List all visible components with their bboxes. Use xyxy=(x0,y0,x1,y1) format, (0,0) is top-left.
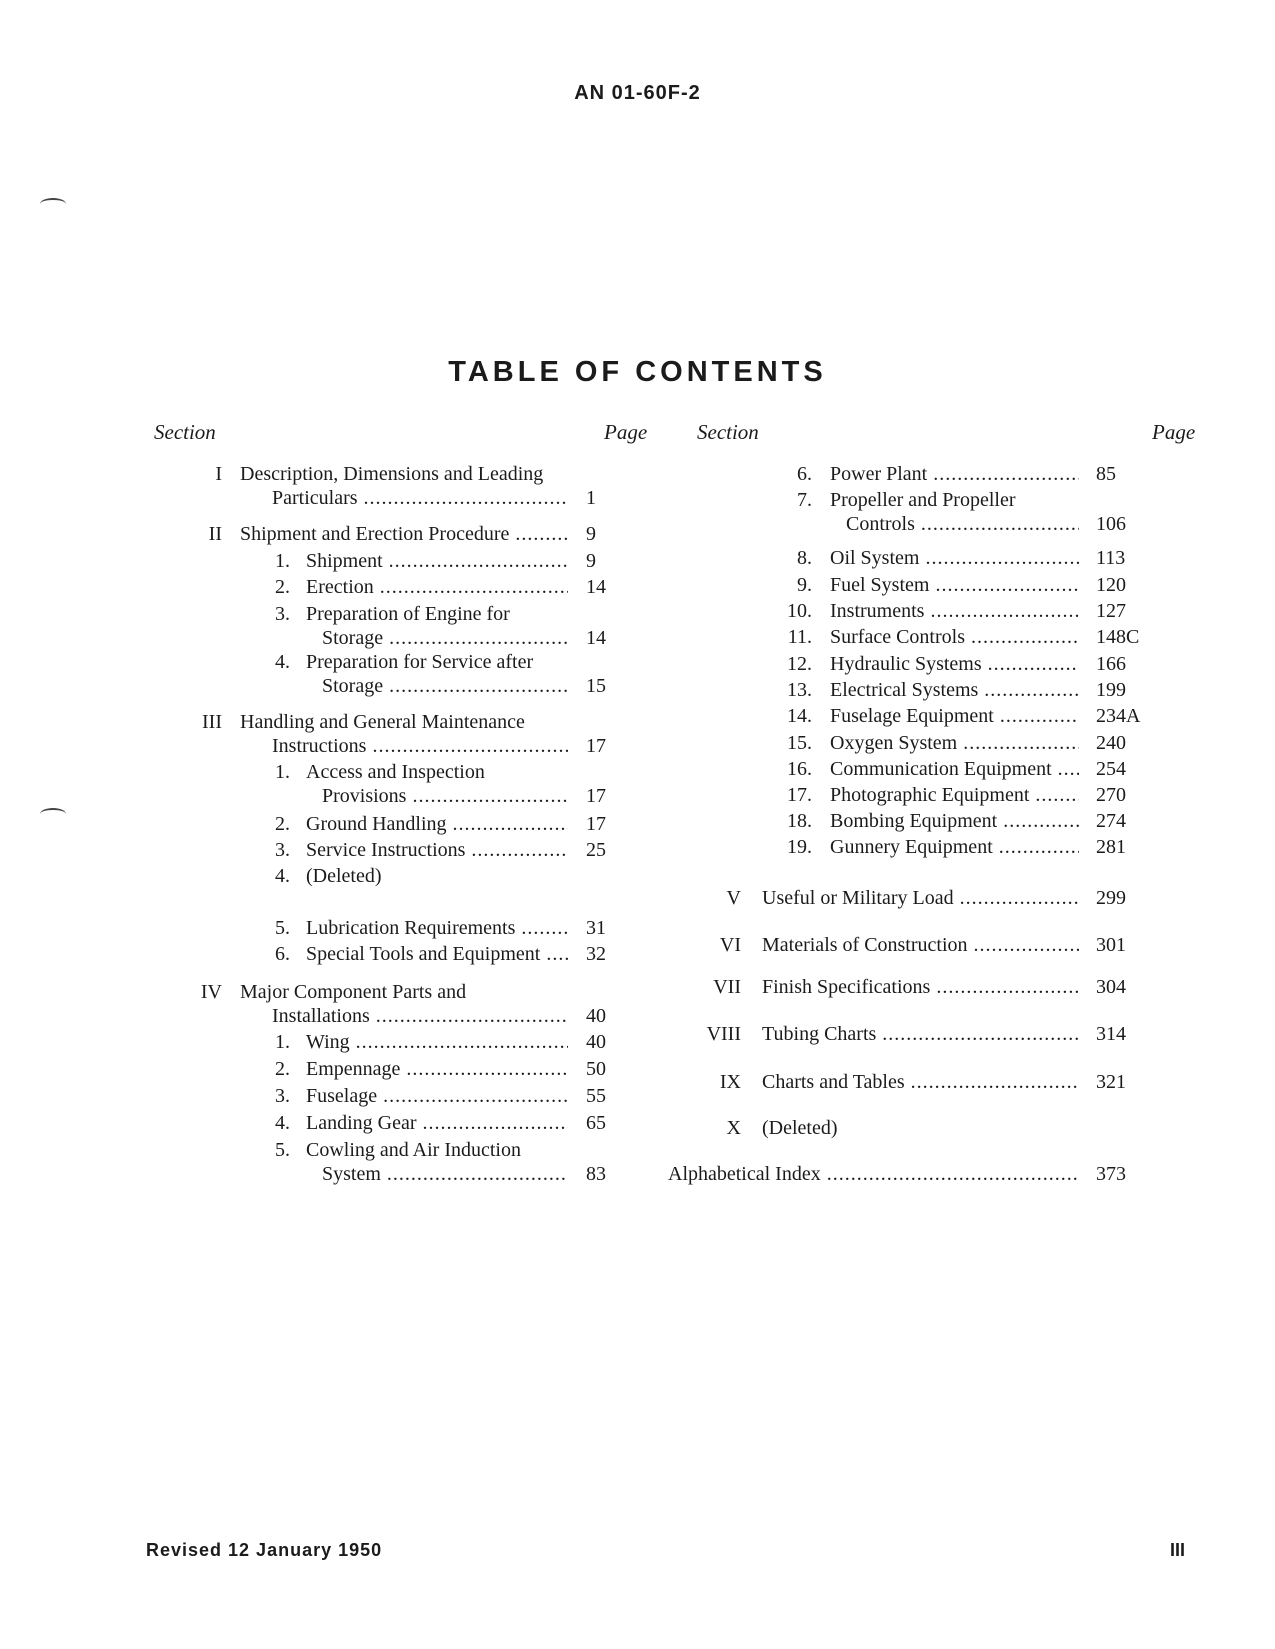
dot-leader xyxy=(925,546,1079,570)
toc-entry-page: 148C xyxy=(1096,626,1140,648)
toc-entry-title: Special Tools and Equipment xyxy=(306,943,541,965)
toc-entry-title: Ground Handling xyxy=(306,813,447,835)
page-number: III xyxy=(1170,1540,1186,1560)
dot-leader xyxy=(546,942,568,966)
toc-entry-title: Preparation for Service after xyxy=(306,651,534,673)
right-section-header: Section xyxy=(697,420,759,444)
dot-leader xyxy=(515,522,568,546)
dot-leader xyxy=(521,916,568,940)
toc-entry-page: 254 xyxy=(1096,758,1126,780)
toc-entry-number: 5. xyxy=(275,917,290,939)
toc-entry-title: Instruments xyxy=(830,600,925,622)
toc-entry-page: 166 xyxy=(1096,653,1126,675)
toc-entry-title: Preparation of Engine for xyxy=(306,603,510,625)
page-title: TABLE OF CONTENTS xyxy=(448,356,827,388)
toc-entry-page: 1 xyxy=(586,487,596,509)
toc-entry-title: Handling and General Maintenance xyxy=(240,711,525,733)
dot-leader xyxy=(1035,783,1079,807)
toc-entry-page: 113 xyxy=(1096,547,1126,569)
toc-entry-title: (Deleted) xyxy=(306,865,382,887)
toc-entry-page: 40 xyxy=(586,1031,606,1053)
document-number: AN 01-60F-2 xyxy=(574,82,701,104)
toc-entry-page: 240 xyxy=(1096,732,1126,754)
toc-entry-number: 3. xyxy=(275,603,290,625)
toc-entry-page: 55 xyxy=(586,1085,606,1107)
toc-entry-title: Major Component Parts and xyxy=(240,981,467,1003)
toc-entry-number: 19. xyxy=(787,836,812,858)
toc-entry-number: 4. xyxy=(275,865,290,887)
dot-leader xyxy=(921,512,1079,536)
toc-entry-title: Useful or Military Load xyxy=(762,887,954,909)
toc-entry-title: Access and Inspection xyxy=(306,761,485,783)
toc-entry-page: 274 xyxy=(1096,810,1126,832)
toc-entry-number: V xyxy=(726,887,741,909)
toc-entry-number: 3. xyxy=(275,839,290,861)
toc-entry-title: Alphabetical Index xyxy=(668,1163,821,1185)
toc-entry-page: 17 xyxy=(586,735,606,757)
toc-entry-page: 14 xyxy=(586,627,606,649)
toc-entry-number: 14. xyxy=(787,705,812,727)
toc-entry-number: IV xyxy=(200,981,222,1003)
toc-entry-title: Bombing Equipment xyxy=(830,810,998,832)
dot-leader xyxy=(423,1111,568,1135)
toc-entry-number: 2. xyxy=(275,576,290,598)
toc-entry-page: 234A xyxy=(1096,705,1141,727)
toc-entry-title: Wing xyxy=(306,1031,350,1053)
dot-leader xyxy=(882,1022,1079,1046)
toc-entry-page: 50 xyxy=(586,1058,606,1080)
toc-entry-page: 15 xyxy=(586,675,606,697)
dot-leader xyxy=(1058,757,1079,781)
dot-leader xyxy=(911,1070,1079,1094)
toc-entry-number: 18. xyxy=(787,810,812,832)
dot-leader xyxy=(999,835,1079,859)
dot-leader xyxy=(1000,704,1079,728)
left-page-header: Page xyxy=(604,420,648,444)
margin-mark xyxy=(40,808,66,820)
toc-entry-page: 17 xyxy=(586,785,606,807)
dot-leader xyxy=(376,1004,568,1028)
toc-entry-title: Photographic Equipment xyxy=(830,784,1030,806)
toc-entry-title: Instructions xyxy=(272,735,367,757)
toc-entry-number: 4. xyxy=(275,651,290,673)
dot-leader xyxy=(984,678,1079,702)
toc-entry-page: 14 xyxy=(586,576,606,598)
toc-entry-page: 199 xyxy=(1096,679,1126,701)
toc-entry-number: 17. xyxy=(787,784,812,806)
toc-entry-title: Particulars xyxy=(272,487,358,509)
dot-leader xyxy=(406,1057,568,1081)
dot-leader xyxy=(383,1084,568,1108)
toc-entry-number: 6. xyxy=(797,463,812,485)
right-page-header: Page xyxy=(1152,420,1196,444)
dot-leader xyxy=(471,838,568,862)
toc-entry-number: 2. xyxy=(275,813,290,835)
toc-entry-number: 9. xyxy=(797,574,812,596)
toc-entry-number: VIII xyxy=(706,1023,741,1045)
toc-entry-page: 32 xyxy=(586,943,606,965)
dot-leader xyxy=(389,674,568,698)
toc-entry-title: Provisions xyxy=(322,785,407,807)
dot-leader xyxy=(356,1030,568,1054)
dot-leader xyxy=(380,575,568,599)
toc-entry-number: 5. xyxy=(275,1139,290,1161)
toc-entry-title: Service Instructions xyxy=(306,839,466,861)
toc-entry-number: 1. xyxy=(275,550,290,572)
toc-entry-number: IX xyxy=(719,1071,741,1093)
toc-entry-page: 25 xyxy=(586,839,606,861)
toc-entry-page: 281 xyxy=(1096,836,1126,858)
toc-entry-title: Surface Controls xyxy=(830,626,965,648)
toc-entry-title: Storage xyxy=(322,675,384,697)
toc-entry-title: Shipment and Erection Procedure xyxy=(240,523,510,545)
dot-leader xyxy=(933,462,1079,486)
toc-entry-number: 8. xyxy=(797,547,812,569)
toc-entry-title: Tubing Charts xyxy=(762,1023,877,1045)
dot-leader xyxy=(935,573,1079,597)
dot-leader xyxy=(827,1162,1079,1186)
toc-entry-page: 83 xyxy=(586,1163,606,1185)
toc-entry-number: 11. xyxy=(787,626,812,648)
dot-leader xyxy=(412,784,568,808)
toc-entry-number: 13. xyxy=(787,679,812,701)
toc-entry-page: 373 xyxy=(1096,1163,1126,1185)
toc-entry-number: III xyxy=(202,711,222,733)
toc-entry-title: Materials of Construction xyxy=(762,934,968,956)
toc-entry-number: 3. xyxy=(275,1085,290,1107)
dot-leader xyxy=(963,731,1079,755)
dot-leader xyxy=(453,812,568,836)
toc-entry-title: Hydraulic Systems xyxy=(830,653,982,675)
toc-entry-number: 1. xyxy=(275,761,290,783)
toc-entry-page: 321 xyxy=(1096,1071,1126,1093)
toc-entry-title: Landing Gear xyxy=(306,1112,417,1134)
toc-entry-page: 120 xyxy=(1096,574,1126,596)
toc-entry-number: 15. xyxy=(787,732,812,754)
toc-entry-title: (Deleted) xyxy=(762,1117,838,1139)
toc-entry-title: Storage xyxy=(322,627,384,649)
revision-date: Revised 12 January 1950 xyxy=(146,1540,383,1560)
toc-entry-title: Communication Equipment xyxy=(830,758,1052,780)
toc-entry-number: X xyxy=(726,1117,741,1139)
toc-entry-title: Power Plant xyxy=(830,463,928,485)
toc-entry-page: 9 xyxy=(586,523,596,545)
toc-entry-title: Finish Specifications xyxy=(762,976,931,998)
toc-entry-title: Lubrication Requirements xyxy=(306,917,516,939)
toc-entry-number: I xyxy=(215,463,222,485)
toc-entry-page: 314 xyxy=(1096,1023,1126,1045)
toc-entry-number: 4. xyxy=(275,1112,290,1134)
toc-entry-title: Erection xyxy=(306,576,374,598)
toc-entry-title: Controls xyxy=(846,513,915,535)
toc-entry-title: Oil System xyxy=(830,547,920,569)
dot-leader xyxy=(364,486,568,510)
dot-leader xyxy=(988,652,1079,676)
toc-entry-page: 299 xyxy=(1096,887,1126,909)
toc-entry-page: 304 xyxy=(1096,976,1126,998)
toc-entry-title: Installations xyxy=(272,1005,370,1027)
toc-entry-title: System xyxy=(322,1163,381,1185)
toc-entry-number: 1. xyxy=(275,1031,290,1053)
toc-entry-title: Propeller and Propeller xyxy=(830,489,1016,511)
toc-entry-title: Fuselage Equipment xyxy=(830,705,994,727)
dot-leader xyxy=(974,933,1079,957)
toc-entry-page: 65 xyxy=(586,1112,606,1134)
toc-entry-title: Charts and Tables xyxy=(762,1071,905,1093)
toc-entry-title: Fuel System xyxy=(830,574,930,596)
toc-entry-title: Fuselage xyxy=(306,1085,378,1107)
toc-entry-title: Electrical Systems xyxy=(830,679,979,701)
toc-entry-number: 7. xyxy=(797,489,812,511)
toc-entry-page: 85 xyxy=(1096,463,1116,485)
toc-entry-page: 31 xyxy=(586,917,606,939)
dot-leader xyxy=(387,1162,568,1186)
dot-leader xyxy=(971,625,1079,649)
toc-entry-page: 106 xyxy=(1096,513,1126,535)
toc-entry-page: 9 xyxy=(586,550,596,572)
dot-leader xyxy=(372,734,568,758)
margin-mark xyxy=(40,198,66,210)
toc-entry-page: 270 xyxy=(1096,784,1126,806)
toc-entry-title: Oxygen System xyxy=(830,732,958,754)
dot-leader xyxy=(389,626,568,650)
toc-entry-title: Shipment xyxy=(306,550,383,572)
toc-entry-page: 40 xyxy=(586,1005,606,1027)
toc-entry-number: 10. xyxy=(787,600,812,622)
dot-leader xyxy=(930,599,1079,623)
toc-entry-title: Empennage xyxy=(306,1058,401,1080)
dot-leader xyxy=(960,886,1079,910)
toc-entry-number: 6. xyxy=(275,943,290,965)
toc-entry-number: 2. xyxy=(275,1058,290,1080)
toc-entry-number: II xyxy=(208,523,222,545)
toc-entry-number: 16. xyxy=(787,758,812,780)
toc-entry-number: 12. xyxy=(787,653,812,675)
dot-leader xyxy=(936,975,1079,999)
toc-entry-number: VII xyxy=(713,976,741,998)
toc-entry-page: 301 xyxy=(1096,934,1126,956)
dot-leader xyxy=(1003,809,1079,833)
left-section-header: Section xyxy=(154,420,216,444)
toc-entry-title: Cowling and Air Induction xyxy=(306,1139,521,1161)
toc-entry-title: Gunnery Equipment xyxy=(830,836,993,858)
dot-leader xyxy=(389,549,568,573)
toc-entry-number: VI xyxy=(719,934,741,956)
toc-entry-title: Description, Dimensions and Leading xyxy=(240,463,544,485)
toc-entry-page: 127 xyxy=(1096,600,1126,622)
toc-entry-page: 17 xyxy=(586,813,606,835)
